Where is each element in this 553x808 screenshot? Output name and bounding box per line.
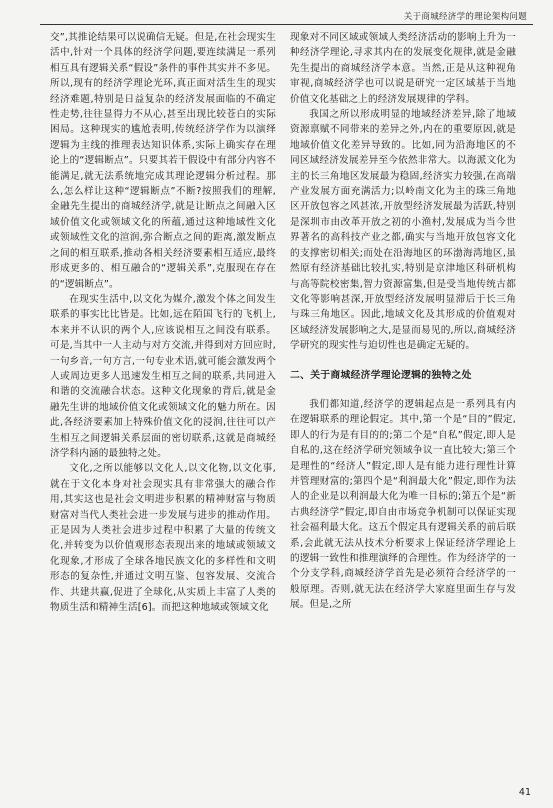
header-rule: [40, 24, 533, 25]
section-heading: 二、关于商城经济学理论逻辑的独特之处: [290, 369, 472, 381]
page-number: 41: [518, 787, 531, 798]
paragraph: 我们都知道,经济学的逻辑起点是一系列具有内在逻辑联系的理论假定。其中,第一个是“目的”假定,即人的行为是有目的的;第二个是“自私”假定,即人是自私的,这在经济学研究领域争议一直比较大;第三个是理性的“经济人”假定,即人是有能力进行理性计算并管理财富的;第四个是“利润最大化”假定,即作为法人的企业是以利润最大化为唯一目标的;第五个是“新古典经济学”假定,即自由市场竞争机制可以保证实现社会福利最大化。这五个假定具有逻辑关系的前后联系,会此就无法从技术分析要求上保证经济学理论上的逻辑一致性和推理演绎的合理性。作为经济学的一个分支学科,商城经济学首先是必须符合经济学的一般原理。否则,就无法在经济学大家庭里面生存与发展。但是,之所: [290, 398, 516, 611]
right-column: [290, 30, 516, 613]
paragraph: 交”,其推论结果可以说确信无疑。但是,在社会现实生活中,针对一个具体的经济学问题,要连续满足一系列相互具有逻辑关系“假设”条件的事件其实并不多见。所以,现有的经济学理论光环,真正面对活生生的现实经济难题,特别是日益复杂的经济发展面临的不确定性走势,往往显得力不从心,甚至出现比较苍白的实际困局。这种现实的尴尬表明,传统经济学作为以演绎逻辑为主线的推理表达知识体系,实际上确实存在理论上的“逻辑断点”。只要其若干假设中有部分内容不能满足,就无法系统地完成其理论逻辑分析过程。那么,怎么样让这种“逻辑断点”不断?按照我们的理解,金融先生提出的商城经济学,就是让断点之间融入区域价值文化或领域文化的所蕴,通过这种地域性文化或领域性文化的渲润,弥合断点之间的距离,激发断点之间的相互联系,推动各相关经济要素相互适应,最终形成更多的、相互融合的“逻辑关系”,克服现在存在的“逻辑断点”。: [50, 32, 276, 290]
left-column: [50, 30, 276, 615]
paragraph: 我国之所以形成明显的地域经济差异,除了地域资源禀赋不同带来的差异之外,内在的重要原因,就是地域价值文化差异导致的。比如,同为沿海地区的不同区域经济发展差异至今依然非常大。以海派文化为主的长三角地区发展最为稳固,经济实力较强,在高端产业发展方面充满活力;以岭南文化为主的珠三角地区开放包容之风甚浓,开放型经济发展最为活跃,特别是深圳市由改革开放之初的小渔村,发展成为当今世界著名的高科技产业之都,确实与当地开放包容文化的支撑密切相关;而处在沿海地区的环渤海湾地区,虽然原有经济基础比较扎实,特别是京津地区科研机构与高等院校密集,智力资源富集,但是受当地传统古都文化等影响甚深,开放型经济发展明显滞后于长三角与珠三角地区。因此,地域文化及其形成的价值观对区域经济发展影响之大,是显而易见的,所以,商城经济学研究的现实性与迫切性也是确定无疑的。: [290, 109, 516, 352]
paragraph: 文化,之所以能够以文化人,以文化物,以文化事,就在于文化本身对社会现实具有非常强大的融合作用,其实这也是社会文明进步积累的精神财富与物质财富对当代人类社会进一步发展与进步的推动作用。正是因为人类社会进步过程中积累了大量的传统文化,并转变为以价值观形态表现出来的地域或领域文化现象,才形成了全球各地民族文化的多样性和文明形态的复杂性,并通过文明互鉴、包容发展、交流合作、共建共赢,促进了全球化,从实质上丰富了人类的物质生活和精神生活[6]。而把这种地域或领域文化: [50, 463, 276, 614]
page-header: [0, 0, 553, 28]
running-title: 关于商城经济学的理论架构问题: [403, 12, 527, 22]
paragraph: 现象对不同区域或领域人类经济活动的影响上升为一种经济学理论,寻求其内在的发展变化规律,就是金融先生提出的商城经济学本意。当然,正是从这种视角审视,商城经济学也可以说是研究一定区域基于当地价值文化基础之上的经济发展规律的学科。: [290, 32, 516, 105]
paragraph: 在现实生活中,以文化为媒介,激发个体之间发生联系的事实比比皆是。比如,远在陌国飞行的飞机上,本来并不认识的两个人,应该说相互之间没有联系。可是,当其中一人主动与对方交流,并得到对方回应时,一句乡音,一句方言,一句专业术语,就可能会激发两个人或周边更多人迅速发生相互之间的联系,共同进入和谐的交流融合状态。这种文化现象的背后,就是金融先生讲的地域价值文化或领域文化的魅力所在。因此,各经济要素加上特殊价值文化的浸润,往往可以产生相互之间逻辑关系层面的密切联系,这就是商城经济学科内涵的最独特之处。: [50, 293, 276, 459]
